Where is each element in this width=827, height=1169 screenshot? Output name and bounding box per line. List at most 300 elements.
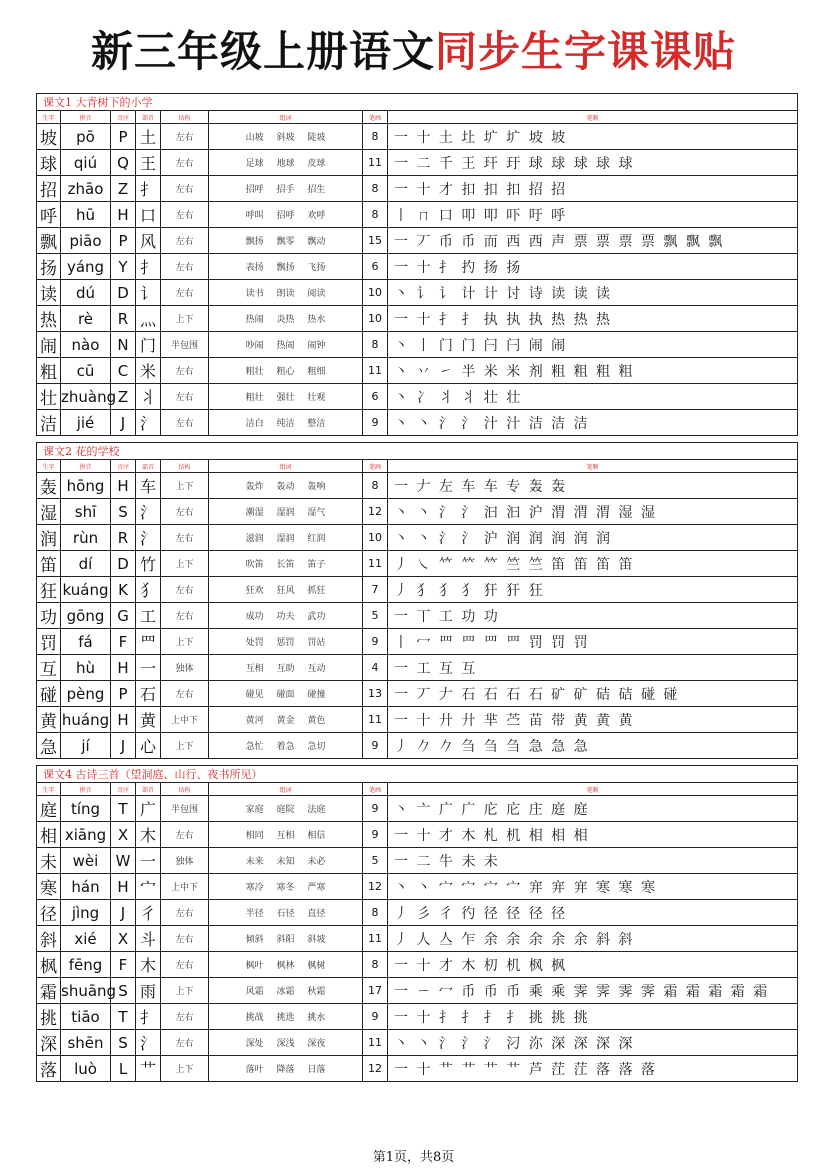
radical-cell: 土 (136, 124, 161, 150)
table-row (37, 358, 798, 384)
initial-cell: J (111, 900, 136, 926)
table-row (37, 254, 798, 280)
pinyin-cell: xiāng (61, 822, 111, 848)
lesson-table-4 (36, 765, 797, 1082)
pinyin-cell: shēn (61, 1030, 111, 1056)
char-cell: 挑 (37, 1004, 61, 1030)
char-cell: 急 (37, 733, 61, 759)
char-cell: 招 (37, 176, 61, 202)
stroke-count-cell: 9 (363, 733, 388, 759)
initial-cell: T (111, 1004, 136, 1030)
table-row (37, 577, 798, 603)
table-row (37, 707, 798, 733)
stroke-count-cell: 8 (363, 332, 388, 358)
stroke-order-cell: 丶 丶 氵 氵 氵 汈 沵 深 深 深 深 (388, 1030, 798, 1056)
words-cell: 落叶 降落 日落 (209, 1056, 363, 1082)
table-row (37, 926, 798, 952)
pinyin-cell: hán (61, 874, 111, 900)
structure-cell: 半包围 (161, 796, 209, 822)
pinyin-cell: shī (61, 499, 111, 525)
pinyin-cell: nào (61, 332, 111, 358)
words-cell: 潮湿 湿润 湿气 (209, 499, 363, 525)
table-row (37, 150, 798, 176)
structure-cell: 左右 (161, 499, 209, 525)
structure-cell: 左右 (161, 228, 209, 254)
column-header: 组词 (209, 783, 363, 796)
stroke-count-cell: 7 (363, 577, 388, 603)
column-header: 音序 (111, 460, 136, 473)
pinyin-cell: piāo (61, 228, 111, 254)
char-cell: 寒 (37, 874, 61, 900)
structure-cell: 上中下 (161, 874, 209, 900)
char-cell: 互 (37, 655, 61, 681)
table-row (37, 1004, 798, 1030)
structure-cell: 左右 (161, 681, 209, 707)
pinyin-cell: cū (61, 358, 111, 384)
initial-cell: S (111, 1030, 136, 1056)
stroke-count-cell: 12 (363, 499, 388, 525)
stroke-order-cell: 一 十 艹 艹 艹 艹 芦 茳 茳 落 落 落 (388, 1056, 798, 1082)
radical-cell: 广 (136, 796, 161, 822)
lesson-table (36, 442, 798, 759)
radical-cell: 宀 (136, 874, 161, 900)
column-header: 笔画 (363, 783, 388, 796)
initial-cell: R (111, 525, 136, 551)
column-header: 结构 (161, 460, 209, 473)
structure-cell: 左右 (161, 1030, 209, 1056)
radical-cell: 黄 (136, 707, 161, 733)
pinyin-cell: rùn (61, 525, 111, 551)
radical-cell: 氵 (136, 1030, 161, 1056)
char-cell: 径 (37, 900, 61, 926)
stroke-count-cell: 11 (363, 150, 388, 176)
stroke-count-cell: 15 (363, 228, 388, 254)
stroke-count-cell: 10 (363, 525, 388, 551)
words-cell: 深处 深浅 深夜 (209, 1030, 363, 1056)
structure-cell: 左右 (161, 124, 209, 150)
char-cell: 壮 (37, 384, 61, 410)
initial-cell: P (111, 124, 136, 150)
page-footer: 第1页，共8页 (372, 1150, 455, 1165)
structure-cell: 上中下 (161, 707, 209, 733)
radical-cell: 工 (136, 603, 161, 629)
words-cell: 飘扬 飘零 飘动 (209, 228, 363, 254)
initial-cell: C (111, 358, 136, 384)
column-header: 组词 (209, 460, 363, 473)
stroke-count-cell: 5 (363, 848, 388, 874)
table-row (37, 332, 798, 358)
column-header: 音序 (111, 111, 136, 124)
pinyin-cell: qiú (61, 150, 111, 176)
stroke-count-cell: 9 (363, 410, 388, 436)
structure-cell: 左右 (161, 952, 209, 978)
stroke-count-cell: 8 (363, 176, 388, 202)
pinyin-cell: kuáng (61, 577, 111, 603)
table-row (37, 124, 798, 150)
pinyin-cell: zhāo (61, 176, 111, 202)
stroke-count-cell: 4 (363, 655, 388, 681)
stroke-order-cell: 丶 丶 氵 氵 汩 汩 沪 渭 渭 渭 湿 湿 (388, 499, 798, 525)
table-row (37, 952, 798, 978)
stroke-order-cell: 一 丆 币 币 而 西 西 声 票 票 票 票 飘 飘 飘 (388, 228, 798, 254)
radical-cell: 王 (136, 150, 161, 176)
radical-cell: 斗 (136, 926, 161, 952)
words-cell: 洁白 纯洁 整洁 (209, 410, 363, 436)
table-row (37, 280, 798, 306)
stroke-count-cell: 8 (363, 900, 388, 926)
words-cell: 倾斜 斜阳 斜坡 (209, 926, 363, 952)
table-row (37, 681, 798, 707)
stroke-order-cell: 一 二 千 王 玕 玗 球 球 球 球 球 (388, 150, 798, 176)
char-cell: 相 (37, 822, 61, 848)
stroke-order-cell: 一 十 才 扣 扣 扣 招 招 (388, 176, 798, 202)
lesson-table (36, 765, 798, 1082)
stroke-count-cell: 12 (363, 1056, 388, 1082)
initial-cell: W (111, 848, 136, 874)
structure-cell: 上下 (161, 978, 209, 1004)
column-header: 音序 (111, 783, 136, 796)
initial-cell: F (111, 629, 136, 655)
char-cell: 碰 (37, 681, 61, 707)
words-cell: 寒冷 寒冬 严寒 (209, 874, 363, 900)
char-cell: 霜 (37, 978, 61, 1004)
radical-cell: 艹 (136, 1056, 161, 1082)
radical-cell: 扌 (136, 1004, 161, 1030)
initial-cell: H (111, 202, 136, 228)
stroke-order-cell: 丶 讠 讠 计 计 讨 诗 读 读 读 (388, 280, 798, 306)
pinyin-cell: hù (61, 655, 111, 681)
stroke-count-cell: 17 (363, 978, 388, 1004)
radical-cell: 车 (136, 473, 161, 499)
lesson-table (36, 93, 798, 436)
stroke-order-cell: 丶 丶 宀 宀 宀 宀 宑 宑 宑 寒 寒 寒 (388, 874, 798, 900)
char-cell: 洁 (37, 410, 61, 436)
char-cell: 闹 (37, 332, 61, 358)
words-cell: 吹笛 长笛 笛子 (209, 551, 363, 577)
radical-cell: 风 (136, 228, 161, 254)
radical-cell: 口 (136, 202, 161, 228)
char-cell: 读 (37, 280, 61, 306)
pinyin-cell: dí (61, 551, 111, 577)
structure-cell: 半包围 (161, 332, 209, 358)
table-row (37, 551, 798, 577)
stroke-order-cell: 一 ㄧ 冖 币 币 币 乘 乘 霁 霁 霁 霁 霜 霜 霜 霜 霜 (388, 978, 798, 1004)
words-cell: 足球 地球 皮球 (209, 150, 363, 176)
radical-cell: 木 (136, 952, 161, 978)
pinyin-cell: gōng (61, 603, 111, 629)
structure-cell: 左右 (161, 176, 209, 202)
column-header: 拼音 (61, 111, 111, 124)
radical-cell: 扌 (136, 254, 161, 280)
char-cell: 功 (37, 603, 61, 629)
stroke-order-cell: 丿 犭 犭 犭 犴 犴 狂 (388, 577, 798, 603)
words-cell: 招呼 招手 招生 (209, 176, 363, 202)
words-cell: 热闹 炎热 热水 (209, 306, 363, 332)
radical-cell: 讠 (136, 280, 161, 306)
table-row (37, 848, 798, 874)
pinyin-cell: rè (61, 306, 111, 332)
structure-cell: 上下 (161, 306, 209, 332)
stroke-order-cell: 一 十 扌 扌 执 执 执 热 热 热 (388, 306, 798, 332)
pinyin-cell: hōng (61, 473, 111, 499)
initial-cell: N (111, 332, 136, 358)
table-row (37, 410, 798, 436)
stroke-order-cell: 丶 冫 丬 丬 壮 壮 (388, 384, 798, 410)
structure-cell: 左右 (161, 603, 209, 629)
words-cell: 碰见 碰面 碰撞 (209, 681, 363, 707)
initial-cell: Q (111, 150, 136, 176)
initial-cell: H (111, 473, 136, 499)
radical-cell: 米 (136, 358, 161, 384)
table-row (37, 499, 798, 525)
stroke-order-cell: 丨 ㄇ 口 叩 叩 吓 吁 呼 (388, 202, 798, 228)
char-cell: 飘 (37, 228, 61, 254)
initial-cell: P (111, 681, 136, 707)
table-row (37, 1056, 798, 1082)
structure-cell: 左右 (161, 202, 209, 228)
radical-cell: 木 (136, 822, 161, 848)
initial-cell: Z (111, 384, 136, 410)
radical-cell: 灬 (136, 306, 161, 332)
initial-cell: S (111, 978, 136, 1004)
radical-cell: 竹 (136, 551, 161, 577)
structure-cell: 左右 (161, 1004, 209, 1030)
stroke-count-cell: 11 (363, 551, 388, 577)
table-row (37, 228, 798, 254)
radical-cell: 氵 (136, 525, 161, 551)
stroke-count-cell: 8 (363, 202, 388, 228)
char-cell: 未 (37, 848, 61, 874)
column-header: 笔顺 (388, 111, 798, 124)
char-cell: 呼 (37, 202, 61, 228)
words-cell: 呼叫 招呼 欢呼 (209, 202, 363, 228)
pinyin-cell: luò (61, 1056, 111, 1082)
structure-cell: 左右 (161, 358, 209, 384)
column-header: 结构 (161, 783, 209, 796)
table-row (37, 733, 798, 759)
stroke-count-cell: 6 (363, 254, 388, 280)
initial-cell: D (111, 280, 136, 306)
structure-cell: 左右 (161, 577, 209, 603)
stroke-order-cell: 丶 丶 氵 氵 汁 汁 洁 洁 洁 (388, 410, 798, 436)
radical-cell: 罒 (136, 629, 161, 655)
stroke-count-cell: 6 (363, 384, 388, 410)
initial-cell: J (111, 733, 136, 759)
stroke-order-cell: 一 十 才 木 札 机 相 相 相 (388, 822, 798, 848)
words-cell: 粗壮 粗心 粗细 (209, 358, 363, 384)
char-cell: 润 (37, 525, 61, 551)
stroke-count-cell: 8 (363, 473, 388, 499)
pinyin-cell: xié (61, 926, 111, 952)
pinyin-cell: pèng (61, 681, 111, 707)
words-cell: 未来 未知 未必 (209, 848, 363, 874)
words-cell: 吵闹 热闹 闹钟 (209, 332, 363, 358)
initial-cell: P (111, 228, 136, 254)
table-row (37, 306, 798, 332)
table-row (37, 978, 798, 1004)
table-row (37, 874, 798, 900)
column-header: 生字 (37, 460, 61, 473)
radical-cell: 氵 (136, 410, 161, 436)
structure-cell: 上下 (161, 1056, 209, 1082)
structure-cell: 上下 (161, 551, 209, 577)
initial-cell: X (111, 822, 136, 848)
radical-cell: 门 (136, 332, 161, 358)
initial-cell: H (111, 874, 136, 900)
table-row (37, 603, 798, 629)
pinyin-cell: fá (61, 629, 111, 655)
column-header: 部首 (136, 111, 161, 124)
table-row (37, 473, 798, 499)
words-cell: 相同 互相 相信 (209, 822, 363, 848)
title-part-black: 新三年级上册语文 (90, 27, 435, 76)
initial-cell: H (111, 655, 136, 681)
stroke-order-cell: 一 十 扌 扌 扌 扌 挑 挑 挑 (388, 1004, 798, 1030)
char-cell: 斜 (37, 926, 61, 952)
words-cell: 滋润 湿润 红润 (209, 525, 363, 551)
column-header: 组词 (209, 111, 363, 124)
stroke-order-cell: 丶 亠 广 广 庀 庀 庄 庭 庭 (388, 796, 798, 822)
pinyin-cell: yáng (61, 254, 111, 280)
stroke-order-cell: 丿 人 亼 乍 余 余 余 余 余 斜 斜 (388, 926, 798, 952)
char-cell: 狂 (37, 577, 61, 603)
stroke-count-cell: 8 (363, 952, 388, 978)
stroke-count-cell: 11 (363, 707, 388, 733)
pinyin-cell: jìng (61, 900, 111, 926)
structure-cell: 上下 (161, 733, 209, 759)
initial-cell: T (111, 796, 136, 822)
radical-cell: 雨 (136, 978, 161, 1004)
stroke-order-cell: 丿 彡 彳 彴 径 径 径 径 (388, 900, 798, 926)
lesson-heading: 课文4 古诗三首（望洞庭、山行、夜书所见） (37, 766, 798, 783)
stroke-order-cell: 丶 丶 氵 氵 沪 润 润 润 润 润 (388, 525, 798, 551)
char-cell: 深 (37, 1030, 61, 1056)
structure-cell: 左右 (161, 280, 209, 306)
stroke-count-cell: 12 (363, 874, 388, 900)
char-cell: 黄 (37, 707, 61, 733)
stroke-order-cell: 一 十 土 圵 圹 圹 坡 坡 (388, 124, 798, 150)
column-header: 生字 (37, 111, 61, 124)
lesson-table-2 (36, 442, 797, 759)
pinyin-cell: tíng (61, 796, 111, 822)
words-cell: 成功 功夫 武功 (209, 603, 363, 629)
column-header: 结构 (161, 111, 209, 124)
stroke-count-cell: 8 (363, 124, 388, 150)
words-cell: 挑战 挑选 挑水 (209, 1004, 363, 1030)
structure-cell: 左右 (161, 254, 209, 280)
column-header: 拼音 (61, 460, 111, 473)
pinyin-cell: hū (61, 202, 111, 228)
words-cell: 枫叶 枫林 枫树 (209, 952, 363, 978)
stroke-count-cell: 13 (363, 681, 388, 707)
words-cell: 读书 朗读 阅读 (209, 280, 363, 306)
words-cell: 黄河 黄金 黄色 (209, 707, 363, 733)
initial-cell: R (111, 306, 136, 332)
words-cell: 互相 互助 互动 (209, 655, 363, 681)
stroke-order-cell: 一 二 牛 未 未 (388, 848, 798, 874)
char-cell: 枫 (37, 952, 61, 978)
structure-cell: 左右 (161, 822, 209, 848)
char-cell: 扬 (37, 254, 61, 280)
initial-cell: K (111, 577, 136, 603)
column-header: 部首 (136, 460, 161, 473)
pinyin-cell: pō (61, 124, 111, 150)
structure-cell: 独体 (161, 848, 209, 874)
stroke-order-cell: 一 十 才 木 朷 机 枫 枫 (388, 952, 798, 978)
structure-cell: 左右 (161, 384, 209, 410)
words-cell: 山坡 斜坡 陡坡 (209, 124, 363, 150)
stroke-count-cell: 11 (363, 358, 388, 384)
char-cell: 粗 (37, 358, 61, 384)
pinyin-cell: huáng (61, 707, 111, 733)
table-row (37, 629, 798, 655)
stroke-count-cell: 10 (363, 280, 388, 306)
radical-cell: 丬 (136, 384, 161, 410)
structure-cell: 上下 (161, 473, 209, 499)
words-cell: 家庭 庭院 法庭 (209, 796, 363, 822)
words-cell: 狂欢 狂风 抓狂 (209, 577, 363, 603)
table-row (37, 525, 798, 551)
page-title (0, 22, 827, 82)
column-header: 拼音 (61, 783, 111, 796)
pinyin-cell: tiāo (61, 1004, 111, 1030)
radical-cell: 氵 (136, 499, 161, 525)
char-cell: 罚 (37, 629, 61, 655)
column-header: 部首 (136, 783, 161, 796)
char-cell: 坡 (37, 124, 61, 150)
structure-cell: 左右 (161, 926, 209, 952)
structure-cell: 左右 (161, 410, 209, 436)
stroke-order-cell: 一 𠂇 左 车 车 专 轰 轰 (388, 473, 798, 499)
table-row (37, 822, 798, 848)
lesson-heading: 课文2 花的学校 (37, 443, 798, 460)
char-cell: 热 (37, 306, 61, 332)
words-cell: 粗壮 强壮 壮观 (209, 384, 363, 410)
table-row (37, 796, 798, 822)
initial-cell: D (111, 551, 136, 577)
stroke-order-cell: 一 丅 工 功 功 (388, 603, 798, 629)
initial-cell: J (111, 410, 136, 436)
initial-cell: S (111, 499, 136, 525)
stroke-order-cell: 一 工 互 互 (388, 655, 798, 681)
stroke-count-cell: 9 (363, 822, 388, 848)
stroke-order-cell: 丿 𠂊 𠂊 刍 刍 刍 急 急 急 (388, 733, 798, 759)
lesson-table-1 (36, 93, 797, 436)
stroke-order-cell: 丿 ㇏ 𥫗 𥫗 𥫗 竺 竺 笛 笛 笛 笛 (388, 551, 798, 577)
pinyin-cell: fēng (61, 952, 111, 978)
stroke-count-cell: 11 (363, 926, 388, 952)
stroke-count-cell: 5 (363, 603, 388, 629)
column-header: 笔画 (363, 460, 388, 473)
column-header: 笔画 (363, 111, 388, 124)
column-header: 笔顺 (388, 783, 798, 796)
char-cell: 轰 (37, 473, 61, 499)
initial-cell: G (111, 603, 136, 629)
radical-cell: 心 (136, 733, 161, 759)
initial-cell: Z (111, 176, 136, 202)
stroke-count-cell: 9 (363, 629, 388, 655)
structure-cell: 独体 (161, 655, 209, 681)
words-cell: 轰炸 轰动 轰响 (209, 473, 363, 499)
words-cell: 表扬 飘扬 飞扬 (209, 254, 363, 280)
column-header: 生字 (37, 783, 61, 796)
char-cell: 庭 (37, 796, 61, 822)
title-part-red: 同步生字课课贴 (435, 27, 737, 76)
radical-cell: 彳 (136, 900, 161, 926)
pinyin-cell: dú (61, 280, 111, 306)
stroke-order-cell: 丶 丷 ㇀ 半 米 米 剂 粗 粗 粗 粗 (388, 358, 798, 384)
stroke-order-cell: 丨 冖 罒 罒 罒 罒 罚 罚 罚 (388, 629, 798, 655)
